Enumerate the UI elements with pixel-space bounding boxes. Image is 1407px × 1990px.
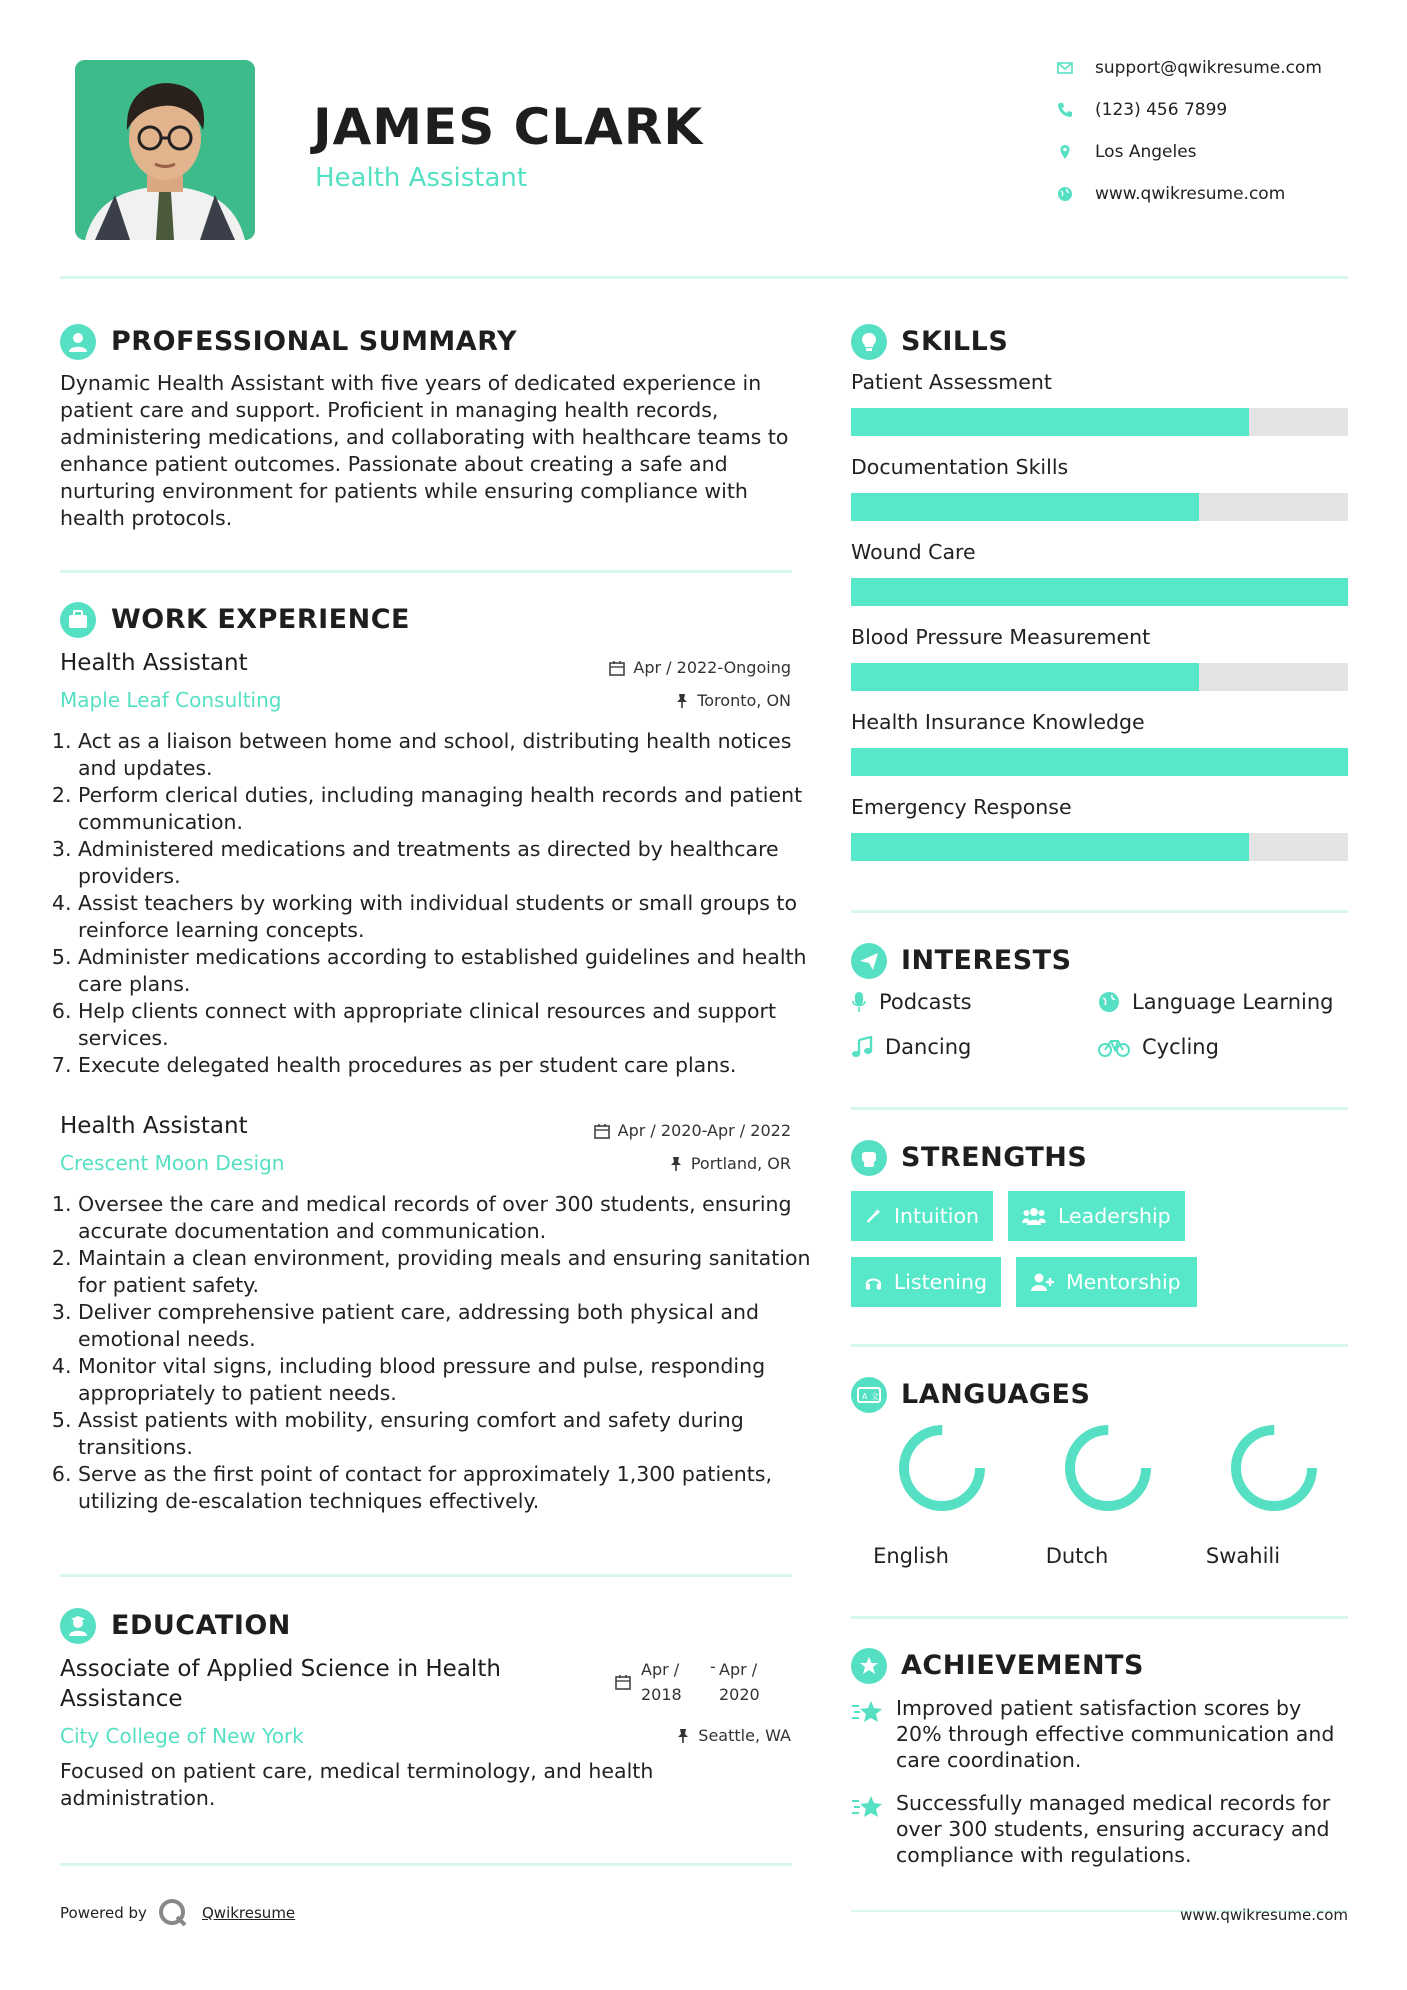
candidate-role: Health Assistant — [315, 163, 528, 193]
date-separator: - — [710, 1657, 716, 1676]
experience-heading: WORK EXPERIENCE — [111, 604, 410, 635]
job-location: Toronto, ON — [675, 691, 791, 710]
list-item: 7. Execute delegated health procedures as per student care plans. — [78, 1052, 813, 1079]
skill-bar-track — [851, 578, 1348, 606]
calendar-icon — [609, 660, 625, 676]
user-icon — [60, 324, 96, 360]
list-item: 2. Maintain a clean environment, providing meals and ensuring sanitation for patient safety. — [78, 1245, 813, 1299]
list-item: 6. Serve as the first point of contact for approximately 1,300 patients, utilizing de-escalation techniques effectively. — [78, 1461, 813, 1515]
skill-bar-fill — [851, 578, 1348, 606]
interest-item: Language Learning — [1098, 990, 1333, 1014]
svg-text:文: 文 — [871, 1392, 879, 1401]
section-divider — [851, 910, 1348, 913]
skill-bar-track — [851, 493, 1348, 521]
strength-chip: Intuition — [851, 1191, 993, 1241]
language-ring — [1236, 1430, 1312, 1506]
contact-email[interactable]: support@qwikresume.com — [1057, 58, 1322, 78]
strength-chip: Listening — [851, 1257, 1001, 1307]
education-end-date: Apr / 2020 — [719, 1660, 760, 1704]
languages-rings — [851, 1424, 1348, 1534]
achievement-item: Improved patient satisfaction scores by 20% through effective communication and care coordination. — [896, 1696, 1335, 1772]
skill-bar-track — [851, 663, 1348, 691]
list-item: 4. Monitor vital signs, including blood pressure and pulse, responding appropriately to patient needs. — [78, 1353, 813, 1407]
skills-heading: SKILLS — [901, 326, 1009, 357]
education-description: Focused on patient care, medical terminology, and health administration. — [60, 1759, 654, 1810]
language-label: Swahili — [1205, 1544, 1281, 1568]
qwikresume-link[interactable]: Qwikresume — [202, 1904, 296, 1922]
job-title: Health Assistant — [60, 1113, 248, 1139]
svg-text:A: A — [862, 1392, 868, 1401]
list-item: 3. Deliver comprehensive patient care, addressing both physical and emotional needs. — [78, 1299, 813, 1353]
contact-location: Los Angeles — [1057, 142, 1197, 162]
language-ring-arc — [904, 1430, 980, 1506]
job-date: Apr / 2022-Ongoing — [609, 658, 791, 677]
globe-icon — [1098, 991, 1120, 1013]
skill-label: Health Insurance Knowledge — [851, 710, 1145, 734]
skill-bar-track — [851, 833, 1348, 861]
job-duties-list — [60, 1191, 813, 1515]
interest-item: Cycling — [1098, 1035, 1219, 1059]
section-divider — [851, 1616, 1348, 1619]
magic-wand-icon — [865, 1206, 882, 1226]
list-item: 4. Assist teachers by working with individual students or small groups to reinforce learning concepts. — [78, 890, 813, 944]
map-pin-icon — [1057, 144, 1073, 160]
briefcase-icon — [60, 602, 96, 638]
job-duties-list — [60, 728, 813, 1079]
interest-item: Podcasts — [851, 990, 972, 1014]
list-item: 3. Administered medications and treatments as directed by healthcare providers. — [78, 836, 813, 890]
list-item: 1. Act as a liaison between home and school, distributing health notices and updates. — [78, 728, 813, 782]
calendar-icon — [615, 1674, 631, 1694]
job-title: Health Assistant — [60, 650, 248, 676]
headphones-icon — [865, 1272, 882, 1292]
pushpin-icon — [669, 1156, 683, 1172]
section-divider — [60, 570, 792, 573]
language-label: Dutch — [1045, 1544, 1109, 1568]
contact-website[interactable]: www.qwikresume.com — [1057, 184, 1285, 204]
company-name: Crescent Moon Design — [60, 1151, 285, 1175]
skill-label: Blood Pressure Measurement — [851, 625, 1151, 649]
section-divider — [851, 1107, 1348, 1110]
interests-heading: INTERESTS — [901, 945, 1072, 976]
users-icon — [1022, 1206, 1046, 1226]
lightbulb-icon — [851, 324, 887, 360]
strength-chip: Mentorship — [1016, 1257, 1197, 1307]
powered-by-label: Powered by — [60, 1904, 147, 1922]
contact-phone[interactable]: (123) 456 7899 — [1057, 100, 1227, 120]
section-divider — [60, 1574, 792, 1577]
strength-chip: Leadership — [1008, 1191, 1185, 1241]
interest-item: Dancing — [851, 1035, 971, 1059]
pushpin-icon — [676, 1728, 690, 1744]
list-item: 6. Help clients connect with appropriate clinical resources and support services. — [78, 998, 813, 1052]
trophy-icon — [851, 1648, 887, 1684]
header-divider — [60, 276, 1348, 279]
pushpin-icon — [675, 693, 689, 709]
list-item: 2. Perform clerical duties, including managing health records and patient communication. — [78, 782, 813, 836]
languages-heading: LANGUAGES — [901, 1379, 1091, 1410]
microphone-icon — [851, 991, 867, 1013]
envelope-icon — [1057, 60, 1073, 76]
list-item: 1. Oversee the care and medical records of over 300 students, ensuring accurate documentation and communication. — [78, 1191, 813, 1245]
list-item: 5. Administer medications according to established guidelines and health care plans. — [78, 944, 813, 998]
skill-bar-track — [851, 748, 1348, 776]
education-heading: EDUCATION — [111, 1610, 291, 1641]
translate-icon — [851, 1377, 887, 1413]
achievements-heading: ACHIEVEMENTS — [901, 1650, 1144, 1681]
skill-label: Documentation Skills — [851, 455, 1069, 479]
summary-heading: PROFESSIONAL SUMMARY — [111, 326, 518, 357]
skill-bar-track — [851, 408, 1348, 436]
profile-photo — [75, 60, 255, 240]
job-location: Portland, OR — [669, 1154, 791, 1173]
section-divider — [60, 1863, 792, 1866]
fist-icon — [851, 1140, 887, 1176]
globe-icon — [1057, 186, 1073, 202]
skill-bar-fill — [851, 493, 1199, 521]
paper-plane-icon — [851, 943, 887, 979]
skill-label: Patient Assessment — [851, 370, 1052, 394]
education-location: Seattle, WA — [676, 1726, 791, 1745]
music-note-icon — [851, 1036, 873, 1058]
graduate-icon — [60, 1608, 96, 1644]
language-label: English — [873, 1544, 949, 1568]
shooting-star-icon — [851, 1697, 883, 1729]
skill-label: Wound Care — [851, 540, 976, 564]
language-ring-arc — [1236, 1430, 1312, 1506]
company-name: Maple Leaf Consulting — [60, 688, 282, 712]
bicycle-icon — [1098, 1036, 1130, 1058]
skill-label: Emergency Response — [851, 795, 1072, 819]
qwikresume-logo-icon — [157, 1897, 189, 1933]
skill-bar-fill — [851, 663, 1199, 691]
school-name: City College of New York — [60, 1724, 304, 1748]
education-start-date: Apr / 2018 — [641, 1660, 682, 1704]
skill-bar-fill — [851, 748, 1348, 776]
skill-bar-fill — [851, 833, 1249, 861]
calendar-icon — [594, 1123, 610, 1139]
degree-title: Associate of Applied Science in Health Assistance — [60, 1656, 501, 1712]
language-ring — [904, 1430, 980, 1506]
phone-icon — [1057, 102, 1073, 118]
strengths-heading: STRENGTHS — [901, 1142, 1088, 1173]
job-date: Apr / 2020-Apr / 2022 — [594, 1121, 791, 1140]
language-ring — [1070, 1430, 1146, 1506]
achievement-item: Successfully managed medical records for over 300 students, ensuring accuracy and compliance with regulations. — [896, 1791, 1331, 1867]
candidate-name: JAMES CLARK — [313, 98, 704, 156]
shooting-star-icon — [851, 1792, 883, 1824]
skill-bar-fill — [851, 408, 1249, 436]
language-ring-arc — [1070, 1430, 1146, 1506]
footer-url[interactable]: www.qwikresume.com — [1180, 1906, 1348, 1924]
section-divider — [851, 1344, 1348, 1347]
list-item: 5. Assist patients with mobility, ensuring comfort and safety during transitions. — [78, 1407, 813, 1461]
summary-text: Dynamic Health Assistant with five years of dedicated experience in patient care and support. Proficient in managing health records, administering medications, and collaborating with healthcare teams to enhance patient outcomes. Passionate about creating a safe and nurturing environment for patients while ensuring compliance with health protocols. — [60, 371, 789, 530]
user-plus-icon — [1030, 1272, 1054, 1292]
